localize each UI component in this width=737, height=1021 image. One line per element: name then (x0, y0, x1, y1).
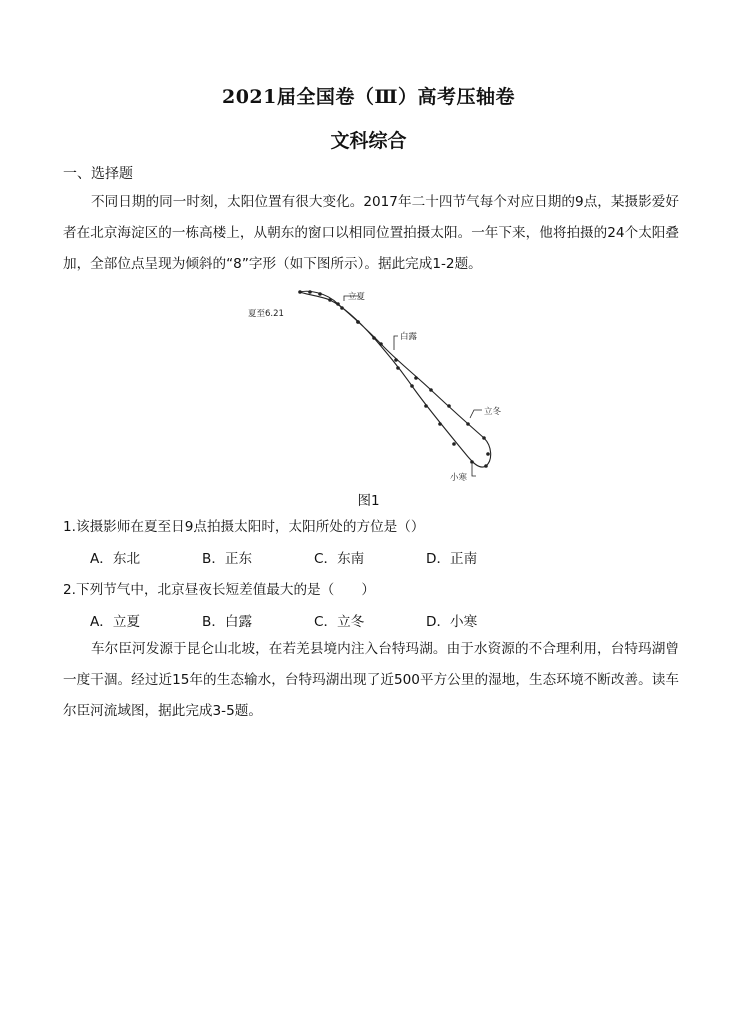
q2-option-a[interactable]: A．立夏 (90, 614, 141, 630)
analemma-curve (300, 291, 491, 467)
q1-option-b[interactable]: B．正东 (202, 551, 253, 567)
label-bailu: 白露 (400, 332, 418, 342)
label-lixia: 立夏 (348, 292, 366, 302)
q1-option-a[interactable]: A．东北 (90, 551, 141, 567)
passage-sun-analemma: 不同日期的同一时刻，太阳位置有很大变化。2017年二十四节气每个对应日期的9点，某摄影爱好者在北京海淀区的一栋高楼上，从朝东的窗口以相同位置拍摄太阳。一年下来，他将拍摄的24个太阳叠加，全部位点呈现为倾斜的“8”字形（如下图所示）。据此完成1-2题。 (63, 194, 679, 272)
q2-option-b[interactable]: B．白露 (202, 614, 253, 630)
passage-cherchen-river: 车尔臣河发源于昆仑山北坡，在若羌县境内注入台特玛湖。由于水资源的不合理利用，台特玛湖曾一度干涸。经过近15年的生态输水，台特玛湖出现了近500平方公里的湿地，生态环境不断改善。读车尔臣河流域图，据此完成3-5题。 (63, 641, 679, 719)
q1-option-c[interactable]: C．东南 (314, 551, 365, 567)
figure-caption: 图1 (357, 493, 380, 509)
label-xiaohan: 小寒 (450, 473, 468, 483)
analemma-figure (246, 286, 526, 486)
question-1: 1.该摄影师在夏至日9点拍摄太阳时，太阳所处的方位是（） (63, 519, 425, 535)
q1-option-d[interactable]: D．正南 (426, 551, 478, 567)
exam-title: 2021届全国卷（Ⅲ）高考压轴卷 (221, 86, 516, 108)
question-2: 2.下列节气中，北京昼夜长短差值最大的是（ ） (63, 582, 376, 598)
label-lidong: 立冬 (484, 407, 502, 417)
sun-position-dots (298, 290, 490, 468)
q2-option-d[interactable]: D．小寒 (426, 614, 478, 630)
section-heading: 一、选择题 (63, 166, 133, 182)
exam-subtitle: 文科综合 (330, 130, 407, 152)
label-summer-solstice: 夏至6.21 (248, 309, 284, 319)
q2-option-c[interactable]: C．立冬 (314, 614, 365, 630)
